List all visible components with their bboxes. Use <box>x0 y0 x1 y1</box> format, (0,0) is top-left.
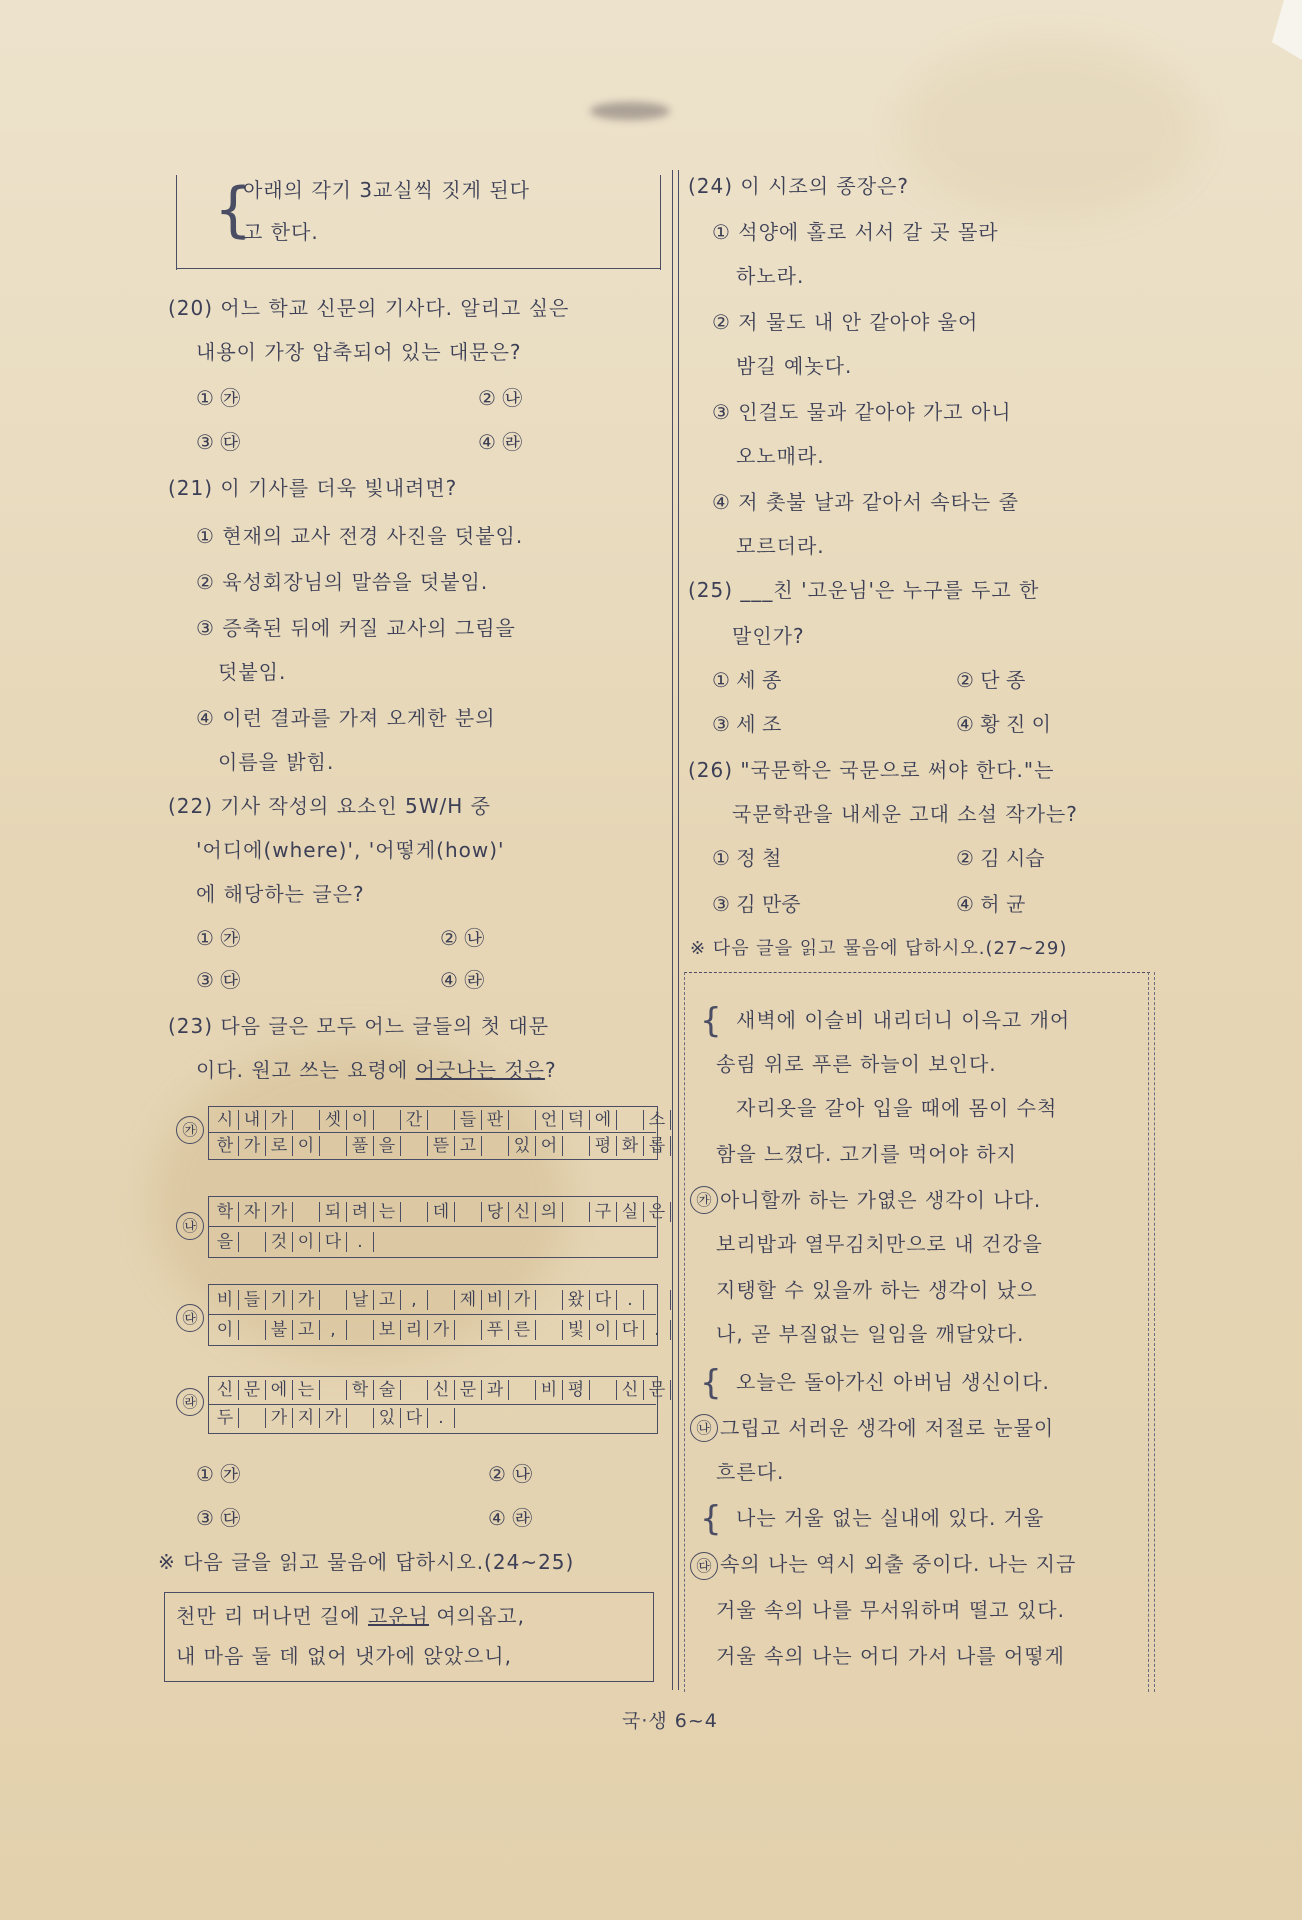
passage-line: 송림 위로 푸른 하늘이 보인다. <box>716 1052 997 1076</box>
q24-option: ② 저 물도 내 안 같아야 울어 <box>712 310 979 334</box>
q20-stem: (20) 어느 학교 신문의 기사다. 알리고 싶은 <box>168 296 570 320</box>
poem-line: 천만 리 머나먼 길에 고운님 여의옵고, <box>176 1604 525 1628</box>
q25-option: ④ 황 진 이 <box>956 712 1051 736</box>
passage-line: 거울 속의 나는 어디 가서 나를 어떻게 <box>716 1644 1065 1668</box>
grid-row: 이 불 고 , 보 리 가 푸 른 빛 이 다 . <box>212 1320 671 1340</box>
q21-option: 덧붙임. <box>218 660 287 684</box>
passage-line: 자리옷을 갈아 입을 때에 몸이 수척 <box>736 1096 1058 1120</box>
q24-option: ① 석양에 홀로 서서 갈 곳 몰라 <box>712 220 999 244</box>
passage-line: 그립고 서러운 생각에 저절로 눈물이 <box>720 1416 1055 1440</box>
column-divider <box>672 170 673 1690</box>
intro-line: 아래의 각기 3교실씩 짓게 된다 <box>243 178 530 202</box>
q22-option: ③ ㉰ <box>196 968 241 992</box>
intro-line: 고 한다. <box>243 220 319 244</box>
q21-option: ③ 증축된 뒤에 커질 교사의 그림을 <box>196 616 516 640</box>
passage-line: 보리밥과 열무김치만으로 내 건강을 <box>716 1232 1043 1256</box>
passage-line: 아니할까 하는 가엾은 생각이 나다. <box>720 1188 1042 1212</box>
q23-option: ② ㉯ <box>488 1462 533 1486</box>
grid-row: 을 것 이 다 . <box>212 1232 374 1252</box>
q24-option: ④ 저 촛불 날과 같아서 속타는 줄 <box>712 490 1019 514</box>
passage-line: 오늘은 돌아가신 아버님 생신이다. <box>736 1370 1050 1394</box>
q20-option: ④ ㉱ <box>478 430 523 454</box>
q22-stem: 에 해당하는 글은? <box>196 882 365 906</box>
q23-mark-da: ㉰ <box>176 1304 204 1332</box>
q23-stem: 이다. 원고 쓰는 요령에 어긋나는 것은? <box>196 1058 557 1082</box>
q22-stem: '어디에(where)', '어떻게(how)' <box>196 838 505 862</box>
column-divider <box>678 170 679 1690</box>
grid-row: 한 가 로 이 풀 을 뜯 고 있 어 평 화 롭 <box>212 1136 671 1156</box>
q24-stem: (24) 이 시조의 종장은? <box>688 174 909 198</box>
q20-option: ② ㉯ <box>478 386 523 410</box>
q23-option: ① ㉮ <box>196 1462 241 1486</box>
q25-option: ② 단 종 <box>956 668 1026 692</box>
q26-option: ① 정 철 <box>712 846 782 870</box>
passage-line: 함을 느꼈다. 고기를 먹어야 하지 <box>716 1142 1017 1166</box>
passage-line: 지탱할 수 있을까 하는 생각이 났으 <box>716 1278 1038 1302</box>
poem-line: 내 마음 둘 데 없어 냇가에 앉았으니, <box>176 1644 512 1668</box>
q22-option: ④ ㉱ <box>440 968 485 992</box>
passage-line: 속의 나는 역시 외출 중이다. 나는 지금 <box>720 1552 1077 1576</box>
q22-option: ① ㉮ <box>196 926 241 950</box>
page-footer: 국·생 6~4 <box>622 1710 718 1732</box>
q25-option: ③ 세 조 <box>712 712 782 736</box>
q22-stem: (22) 기사 작성의 요소인 5W/H 중 <box>168 794 491 818</box>
q26-stem: (26) "국문학은 국문으로 써야 한다."는 <box>688 758 1055 782</box>
passage-line: 거울 속의 나를 무서워하며 떨고 있다. <box>716 1598 1065 1622</box>
q21-option: ① 현재의 교사 전경 사진을 덧붙임. <box>196 524 524 548</box>
q25-stem: (25) ___친 '고운님'은 누구를 두고 한 <box>688 578 1040 602</box>
grid-row: 두 가 지 가 있 다 . <box>212 1408 455 1428</box>
q24-option: 오노매라. <box>736 444 825 468</box>
grid-row: 신 문 에 는 학 술 신 문 과 비 평 신 문 <box>212 1380 671 1400</box>
q25-option: ① 세 종 <box>712 668 782 692</box>
grid-row: 학 자 가 되 려 는 데 당 신 의 구 실 은 <box>212 1202 671 1222</box>
q20-option: ① ㉮ <box>196 386 241 410</box>
q26-option: ② 김 시습 <box>956 846 1045 870</box>
q21-option: ④ 이런 결과를 가져 오게한 분의 <box>196 706 496 730</box>
passage-line: 나는 거울 없는 실내에 있다. 거울 <box>736 1506 1045 1530</box>
q23-mark-na: ㉯ <box>176 1212 204 1240</box>
q24-option: 모르더라. <box>736 534 825 558</box>
grid-row: 시 내 가 셋 이 간 들 판 언 덕 에 소 <box>212 1110 671 1130</box>
q21-stem: (21) 이 기사를 더욱 빛내려면? <box>168 476 458 500</box>
passage-line: 흐른다. <box>716 1460 785 1484</box>
q21-option: 이름을 밝힘. <box>218 750 335 774</box>
q24-option: 밤길 예놋다. <box>736 354 853 378</box>
q24-option: 하노라. <box>736 264 805 288</box>
q20-stem: 내용이 가장 압축되어 있는 대문은? <box>196 340 522 364</box>
q23-option: ④ ㉱ <box>488 1506 533 1530</box>
q21-option: ② 육성회장님의 말씀을 덧붙임. <box>196 570 489 594</box>
grid-row: 비 들 기 가 날 고 , 제 비 가 왔 다 . <box>212 1290 671 1310</box>
ink-smudge <box>590 102 670 120</box>
passage-line: 나, 곧 부질없는 일임을 깨달았다. <box>716 1322 1025 1346</box>
q23-mark-ra: ㉱ <box>176 1388 204 1416</box>
q23-stem: (23) 다음 글은 모두 어느 글들의 첫 대문 <box>168 1014 550 1038</box>
q25-stem: 말인가? <box>732 624 805 648</box>
q22-option: ② ㉯ <box>440 926 485 950</box>
passage-line: 새벽에 이슬비 내리더니 이윽고 개어 <box>736 1008 1071 1032</box>
q24-option: ③ 인걸도 물과 같아야 가고 아니 <box>712 400 1012 424</box>
water-stain <box>900 40 1200 220</box>
passage-mark-ga: ㉮ <box>690 1186 718 1214</box>
q20-option: ③ ㉰ <box>196 430 241 454</box>
q23-option: ③ ㉰ <box>196 1506 241 1530</box>
q26-option: ③ 김 만중 <box>712 892 801 916</box>
instruction-24-25: ※ 다음 글을 읽고 물음에 답하시오.(24~25) <box>158 1550 575 1574</box>
passage-mark-da: ㉰ <box>690 1552 718 1580</box>
q26-option: ④ 허 균 <box>956 892 1026 916</box>
passage-mark-na: ㉯ <box>690 1414 718 1442</box>
q23-mark-ga: ㉮ <box>176 1116 204 1144</box>
q26-stem: 국문학관을 내세운 고대 소설 작가는? <box>732 802 1078 826</box>
instruction-27-29: ※ 다음 글을 읽고 물음에 답하시오.(27~29) <box>690 938 1068 959</box>
